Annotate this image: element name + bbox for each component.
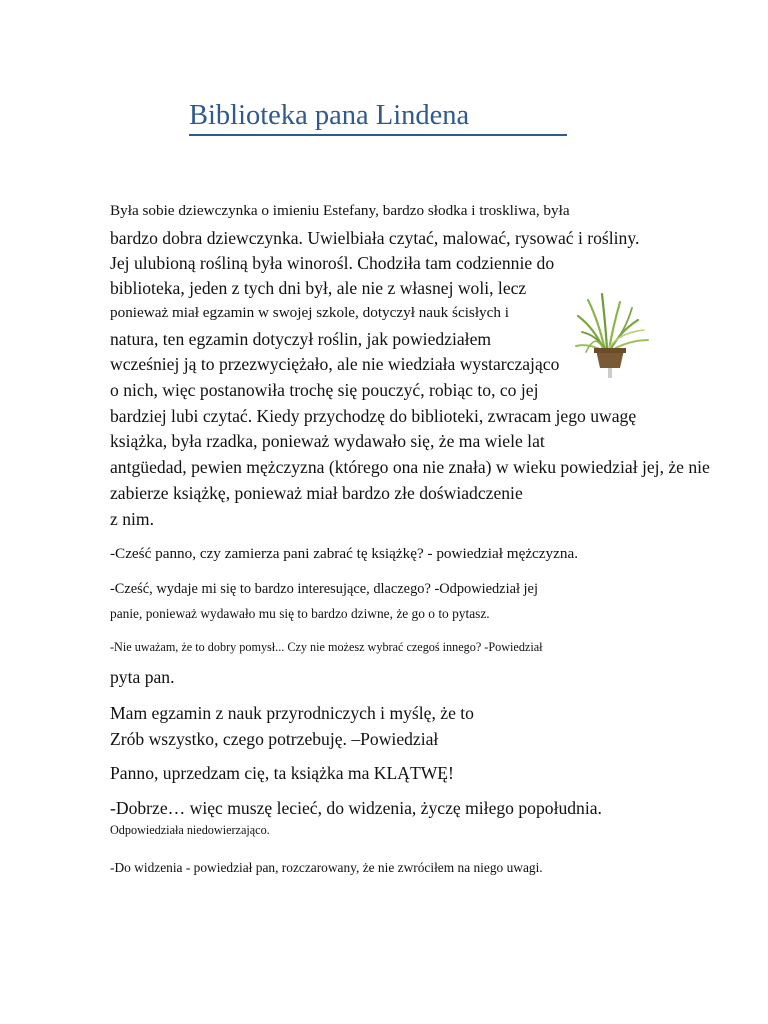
dialogue-line: -Cześć panno, czy zamierza pani zabrać tę książkę? - powiedział mężczyzna.	[110, 545, 579, 562]
text-line: antgüedad, pewien mężczyzna (którego ona nie znała) w wieku powiedział jej, że nie	[110, 457, 710, 477]
text-line: książka, była rzadka, ponieważ wydawało się, że ma wiele lat	[110, 431, 545, 451]
dialogue-line: -Do widzenia - powiedział pan, rozczarowany, że nie zwróciłem na niego uwagi.	[110, 860, 543, 875]
text-line: wcześniej ją to przezwyciężało, ale nie wiedziała wystarczająco	[110, 354, 560, 374]
text-line: Jej ulubioną rośliną była winorośl. Chodziła tam codziennie do	[110, 253, 555, 273]
dialogue-line: Odpowiedziała niedowierzająco.	[110, 823, 270, 837]
document-title: Biblioteka pana Lindena	[189, 98, 567, 136]
dialogue-line: Panno, uprzedzam cię, ta książka ma KLĄTWĘ!	[110, 763, 454, 783]
dialogue-line: panie, ponieważ wydawało mu się to bardzo dziwne, że go o to pytasz.	[110, 606, 490, 621]
text-line: zabierze książkę, ponieważ miał bardzo złe doświadczenie	[110, 483, 523, 503]
dialogue-line: Zrób wszystko, czego potrzebuję. –Powiedział	[110, 729, 439, 749]
text-line: Była sobie dziewczynka o imieniu Estefany, bardzo słodka i troskliwa, była	[110, 202, 570, 219]
dialogue-line: pyta pan.	[110, 667, 175, 687]
text-line: biblioteka, jeden z tych dni był, ale nie z własnej woli, lecz	[110, 278, 527, 298]
potted-plant-icon	[574, 292, 654, 378]
dialogue-line: -Dobrze… więc muszę lecieć, do widzenia, życzę miłego popołudnia.	[110, 798, 602, 818]
text-line: bardzo dobra dziewczynka. Uwielbiała czytać, malować, rysować i rośliny.	[110, 228, 640, 248]
text-line: o nich, więc postanowiła trochę się pouczyć, robiąc to, co jej	[110, 380, 539, 400]
text-line: bardziej lubi czytać. Kiedy przychodzę do biblioteki, zwracam jego uwagę	[110, 406, 637, 426]
dialogue-line: -Cześć, wydaje mi się to bardzo interesujące, dlaczego? -Odpowiedział jej	[110, 581, 538, 597]
text-line: ponieważ miał egzamin w swojej szkole, dotyczył nauk ścisłych i	[110, 304, 509, 321]
dialogue-line: -Nie uważam, że to dobry pomysł... Czy nie możesz wybrać czegoś innego? -Powiedział	[110, 640, 543, 654]
text-line: natura, ten egzamin dotyczył roślin, jak powiedziałem	[110, 329, 492, 349]
dialogue-line: Mam egzamin z nauk przyrodniczych i myślę, że to	[110, 703, 474, 723]
text-line: z nim.	[110, 509, 154, 529]
